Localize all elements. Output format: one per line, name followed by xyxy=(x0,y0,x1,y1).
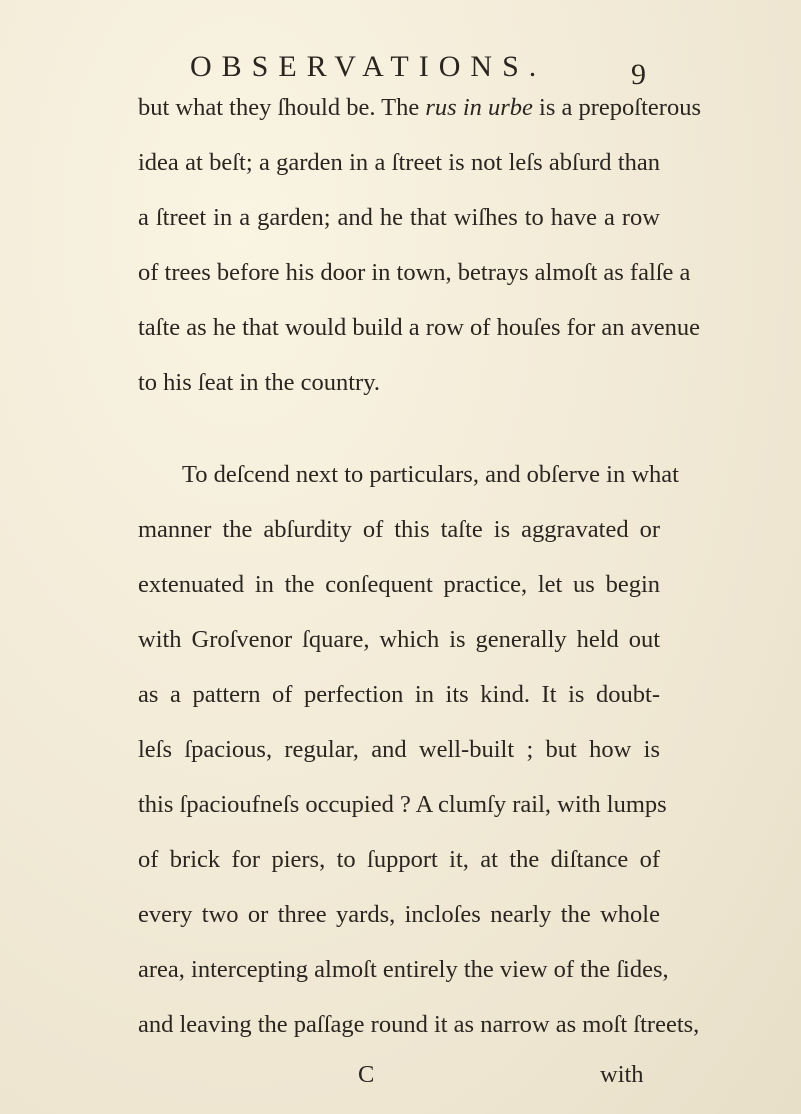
text-line: area, intercepting almoſt entirely the view of the ſides, xyxy=(138,956,669,983)
running-title: OBSERVATIONS. xyxy=(190,50,547,83)
text-line: idea at beſt; a garden in a ſtreet is not leſs abſurd than xyxy=(138,149,660,176)
text-line: To deſcend next to particulars, and obſerve in what xyxy=(182,461,679,488)
page-number: 9 xyxy=(631,58,646,91)
text-line: manner the abſurdity of this taſte is aggravated or xyxy=(138,516,660,543)
text-line: taſte as he that would build a row of houſes for an avenue xyxy=(138,314,700,341)
text-line: to his ſeat in the country. xyxy=(138,369,380,396)
catchword: with xyxy=(600,1061,644,1088)
text-line: this ſpacioufneſs occupied ? A clumſy rail, with lumps xyxy=(138,791,667,818)
text-line: and leaving the paſſage round it as narrow as moſt ſtreets, xyxy=(138,1011,700,1038)
text-line: every two or three yards, incloſes nearly the whole xyxy=(138,901,660,928)
text-line: of trees before his door in town, betrays almoſt as falſe a xyxy=(138,259,691,286)
text-line: extenuated in the conſequent practice, let us begin xyxy=(138,571,660,598)
text-line: but what they ſhould be. The rus in urbe is a prepoſterous xyxy=(138,94,701,121)
signature-mark: C xyxy=(358,1061,375,1088)
text-line: as a pattern of perfection in its kind. It is doubt- xyxy=(138,681,660,708)
text-line: with Groſvenor ſquare, which is generally held out xyxy=(138,626,660,653)
latin-phrase: rus in urbe xyxy=(425,94,533,121)
text-line: of brick for piers, to ſupport it, at the diſtance of xyxy=(138,846,660,873)
text-line: a ſtreet in a garden; and he that wiſhes to have a row xyxy=(138,204,660,231)
text-line: leſs ſpacious, regular, and well-built ; but how is xyxy=(138,736,660,763)
